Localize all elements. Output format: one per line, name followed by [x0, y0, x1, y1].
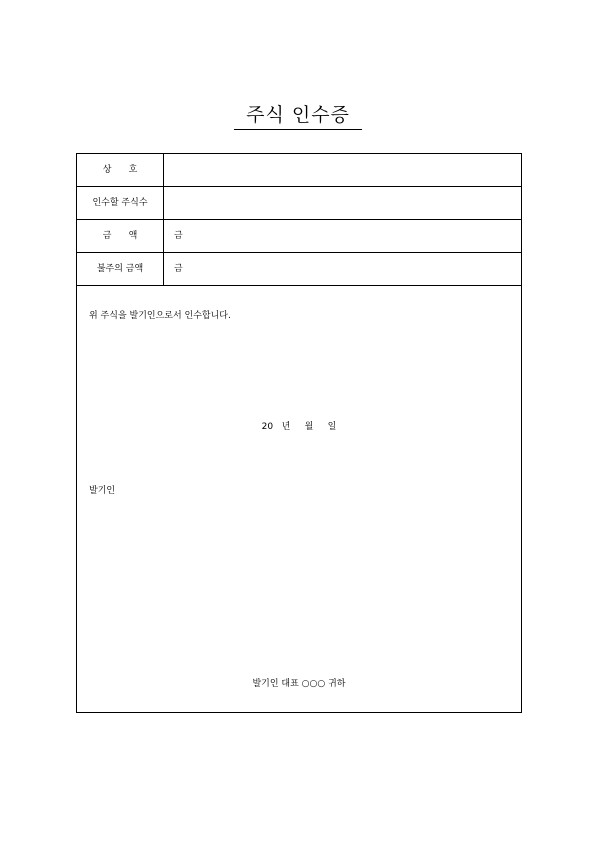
label-unpaid-amount: 불주의 금액 [77, 253, 164, 285]
form-table [76, 153, 522, 713]
acquisition-statement: 위 주식을 발기인으로서 인수합니다. [89, 311, 231, 321]
label-company-name: 상 호 [77, 154, 164, 186]
row-amount [77, 220, 521, 253]
value-unpaid-amount: 금 [174, 264, 183, 274]
label-shares-to-acquire: 인수할 주식수 [77, 187, 164, 219]
date-line: 20 년 월 일 [261, 422, 337, 432]
row-unpaid-amount [77, 253, 521, 286]
value-amount: 금 [174, 231, 183, 241]
row-shares-to-acquire [77, 187, 521, 220]
document-title: 주식 인수증 [234, 103, 362, 130]
promoter-label: 발기인 [89, 486, 116, 496]
recipient-line: 발기인 대표 ○○○ 귀하 [252, 679, 346, 689]
label-amount: 금 액 [77, 220, 164, 252]
row-company-name [77, 154, 521, 187]
